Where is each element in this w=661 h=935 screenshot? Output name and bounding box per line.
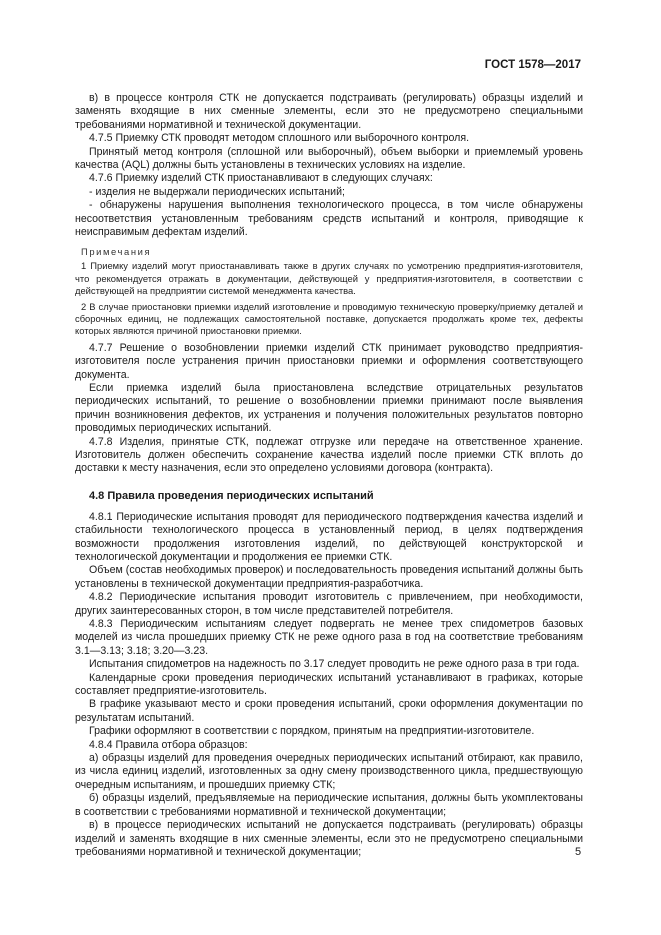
paragraph: 4.8.4 Правила отбора образцов:: [89, 738, 248, 751]
list-item: в) в процессе периодических испытаний не допускается подстраивать (регулировать) образцы изделий и заменять входящие в них сменные элементы, если это не предусмотрено специальными требованиями нормативной и технической документации;: [75, 819, 583, 858]
note-item: 2 В случае приостановки приемки изделий изготовление и проводимую техническую проверку/приемку деталей и сборочных единиц, не подлежащих самостоятельной поставке, допускается продолжать кроме тех, дефекты которых являются причиной приостановки приемки.: [75, 301, 583, 337]
document-header: ГОСТ 1578—2017: [484, 59, 581, 71]
paragraph: Объем (состав необходимых проверок) и последовательность проведения испытаний должны быть установлены в технической документации предприятия-разработчика.: [75, 564, 583, 590]
paragraph: Если приемка изделий была приостановлена вследствие отрицательных результатов периодических испытаний, то решение о возобновлении приемки принимают после выявления причин возникновения дефектов, их устранения и получения положительных результатов повторно проводимых периодических испытаний.: [75, 381, 583, 435]
notes-title: Примечания: [81, 246, 152, 258]
list-item: - изделия не выдержали периодических испытаний;: [89, 185, 345, 198]
paragraph: 4.7.7 Решение о возобновлении приемки изделий СТК принимает руководство предприятия-изготовителя после устранения причин приостановки приемки и оформления соответствующего документа.: [75, 341, 583, 381]
paragraph: 4.7.6 Приемку изделий СТК приостанавливают в следующих случаях:: [89, 172, 433, 185]
paragraph: 4.8.2 Периодические испытания проводит изготовитель с привлечением, при необходимости, других заинтересованных сторон, в том числе представителей потребителя.: [75, 591, 583, 617]
note-item: 1 Приемку изделий могут приостанавливать также в других случаях по усмотрению предприятия-изготовителя, что рекомендуется отражать в документации, действующей у предприятия-изготовителя, в соответствии с действующей на предприятии системой менеджмента качества.: [75, 260, 583, 296]
paragraph: 4.7.8 Изделия, принятые СТК, подлежат отгрузке или передаче на ответственное хранение. Изготовитель должен обеспечить сохранение качества изделий после приемки СТК вплоть до доставки к месту назначения, если это определено условиями договора (контракта).: [75, 435, 583, 475]
paragraph: Принятый метод контроля (сплошной или выборочный), объем выборки и приемлемый уровень качества (AQL) должны быть установлены в технических условиях на изделие.: [75, 145, 583, 172]
document-body: [75, 92, 583, 859]
paragraph: 4.7.5 Приемку СТК проводят методом сплошного или выборочного контроля.: [89, 132, 470, 145]
paragraph: 4.8.1 Периодические испытания проводят для периодического подтверждения качества изделий и стабильности технологического процесса в установленный период, в целях подтверждения возможности продолжения изготовления изделий, по действующей конструкторской и технологической документации и продолжения ее приемки СТК.: [75, 510, 583, 563]
page-number: 5: [575, 846, 582, 858]
paragraph: Графики оформляют в соответствии с порядком, принятым на предприятии-изготовителе.: [89, 725, 535, 738]
paragraph: Календарные сроки проведения периодических испытаний устанавливают в графиках, которые составляет предприятие-изготовитель.: [75, 671, 583, 698]
list-item: - обнаружены нарушения выполнения технологического процесса, в том числе обнаружены несоответствия установленным требованиям средств испытаний и контроля, приводящие к неисправимым дефектам изделий.: [75, 199, 583, 239]
section-heading: 4.8 Правила проведения периодических испытаний: [89, 489, 374, 502]
list-item: б) образцы изделий, предъявляемые на периодические испытания, должны быть укомплектованы в соответствии с требованиями нормативной и технической документации;: [75, 792, 583, 818]
paragraph: в) в процессе контроля СТК не допускается подстраивать (регулировать) образцы изделий и заменять входящие в них сменные элементы, если это не предусмотрено специальными требованиями нормативной и технической документации.: [75, 92, 583, 131]
list-item: а) образцы изделий для проведения очередных периодических испытаний отбирают, как правило, из числа единиц изделий, изготовленных за одну смену производственного цикла, предшествующую очередным испытаниям, и прошедших приемку СТК;: [75, 752, 583, 791]
paragraph: В графике указывают место и сроки проведения испытаний, сроки оформления документации по результатам испытаний.: [75, 698, 583, 724]
paragraph: Испытания спидометров на надежность по 3.17 следует проводить не реже одного раза в три года.: [89, 658, 580, 671]
paragraph: 4.8.3 Периодическим испытаниям следует подвергать не менее трех спидометров базовых моделей из числа прошедших приемку СТК не реже одного раза в год на соответствие требованиям 3.1—3.13; 3.18; 3.20—3.23.: [75, 618, 583, 657]
